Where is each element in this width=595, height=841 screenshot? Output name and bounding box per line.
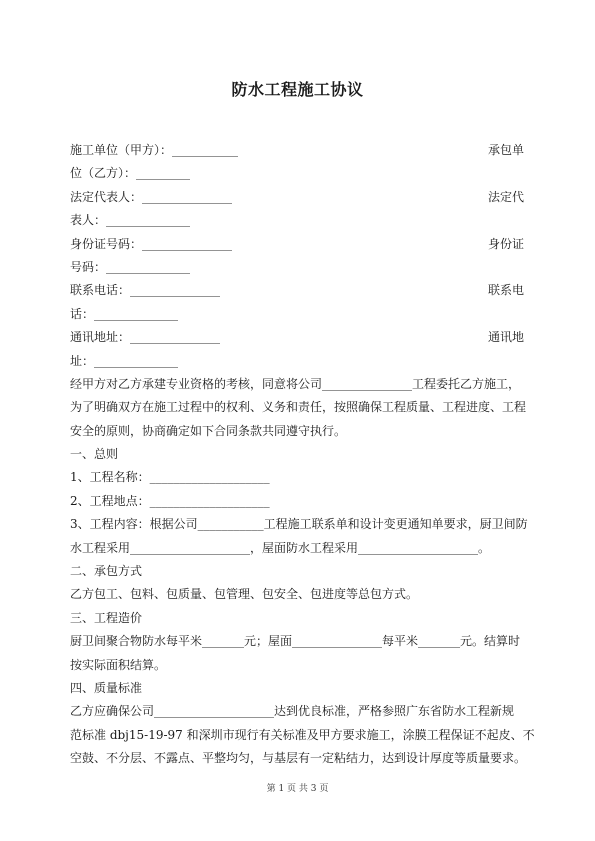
line-text: 位（乙方）：_________	[70, 166, 191, 181]
line-text: 表人：______________	[70, 213, 191, 228]
text-line	[70, 186, 524, 209]
line-text-right: 身份证	[487, 236, 524, 251]
line-text: 乙方包工、包料、包质量、包管理、包安全、包进度等总包方式。	[70, 587, 419, 602]
text-line	[70, 443, 524, 466]
line-text: 乙方应确保公司____________________达到优良标准，严格参照广东省防水工程新规	[70, 704, 515, 719]
line-text: 2、工程地点：____________________	[70, 493, 270, 508]
line-text: 空鼓、不分层、不露点、平整均匀，与基层有一定粘结力，达到设计厚度等质量要求。	[70, 751, 527, 766]
line-text-right: 联系电	[487, 283, 524, 298]
line-text: 按实际面积结算。	[70, 657, 167, 672]
text-line	[70, 233, 524, 256]
line-text: 通讯地址：_______________	[70, 330, 221, 345]
line-text: 水工程采用____________________，屋面防水工程采用____________________。	[70, 540, 491, 555]
text-line	[70, 700, 524, 723]
line-text: 身份证号码：_______________	[70, 236, 233, 251]
text-line	[70, 139, 524, 162]
line-text: 法定代表人：_______________	[70, 189, 233, 204]
text-line	[70, 466, 524, 489]
line-text-right: 通讯地	[487, 330, 524, 345]
line-text: 范标准 dbj15-19-97 和深圳市现行有关标准及甲方要求施工，涂膜工程保证不起皮、不	[70, 727, 535, 742]
text-line	[70, 490, 524, 513]
text-line	[70, 326, 524, 349]
text-line	[70, 162, 524, 185]
text-line	[70, 420, 524, 443]
text-line	[70, 279, 524, 302]
line-text: 话：______________	[70, 306, 179, 321]
line-text: 三、工程造价	[70, 610, 143, 625]
line-text: 址：______________	[70, 353, 179, 368]
text-line	[70, 303, 524, 326]
line-text-right: 承包单	[487, 143, 524, 157]
text-line	[70, 513, 528, 536]
text-line	[70, 537, 524, 560]
line-text-right: 法定代	[487, 189, 524, 204]
line-text: 一、总则	[70, 447, 119, 462]
line-text: 四、质量标准	[70, 680, 143, 695]
line-text: 二、承包方式	[70, 564, 143, 579]
line-text: 联系电话：_______________	[70, 283, 221, 298]
text-line	[70, 747, 527, 770]
text-line	[70, 350, 524, 373]
text-line	[70, 396, 527, 419]
text-line	[70, 654, 524, 677]
text-line	[70, 209, 524, 232]
line-text: 1、工程名称：____________________	[70, 470, 270, 485]
page-footer: 第 1 页 共 3 页	[266, 784, 329, 794]
text-line	[70, 373, 524, 396]
text-line	[70, 607, 524, 630]
line-text: 3、工程内容：根据公司___________工程施工联系单和设计变更通知单要求，厨卫间防	[70, 517, 528, 532]
text-line	[70, 630, 524, 653]
line-text: 厨卫间聚合物防水每平米_______元；屋面_______________每平米_______元。结算时	[70, 634, 521, 649]
text-line	[70, 583, 524, 606]
document-title: 防水工程施工协议	[231, 80, 364, 99]
text-line	[70, 677, 524, 700]
line-text: 安全的原则，协商确定如下合同条款共同遵守执行。	[70, 423, 347, 438]
text-line	[70, 724, 535, 747]
line-text: 经甲方对乙方承建专业资格的考核，同意将公司_______________工程委托乙方施工，	[70, 376, 521, 391]
text-line	[70, 560, 524, 583]
line-text: 号码：______________	[70, 259, 191, 274]
text-line	[70, 256, 524, 279]
line-text: 为了明确双方在施工过程中的权利、义务和责任，按照确保工程质量、工程进度、工程	[70, 400, 527, 415]
line-text: 施工单位（甲方）：___________	[70, 143, 239, 157]
document-body	[70, 139, 535, 771]
